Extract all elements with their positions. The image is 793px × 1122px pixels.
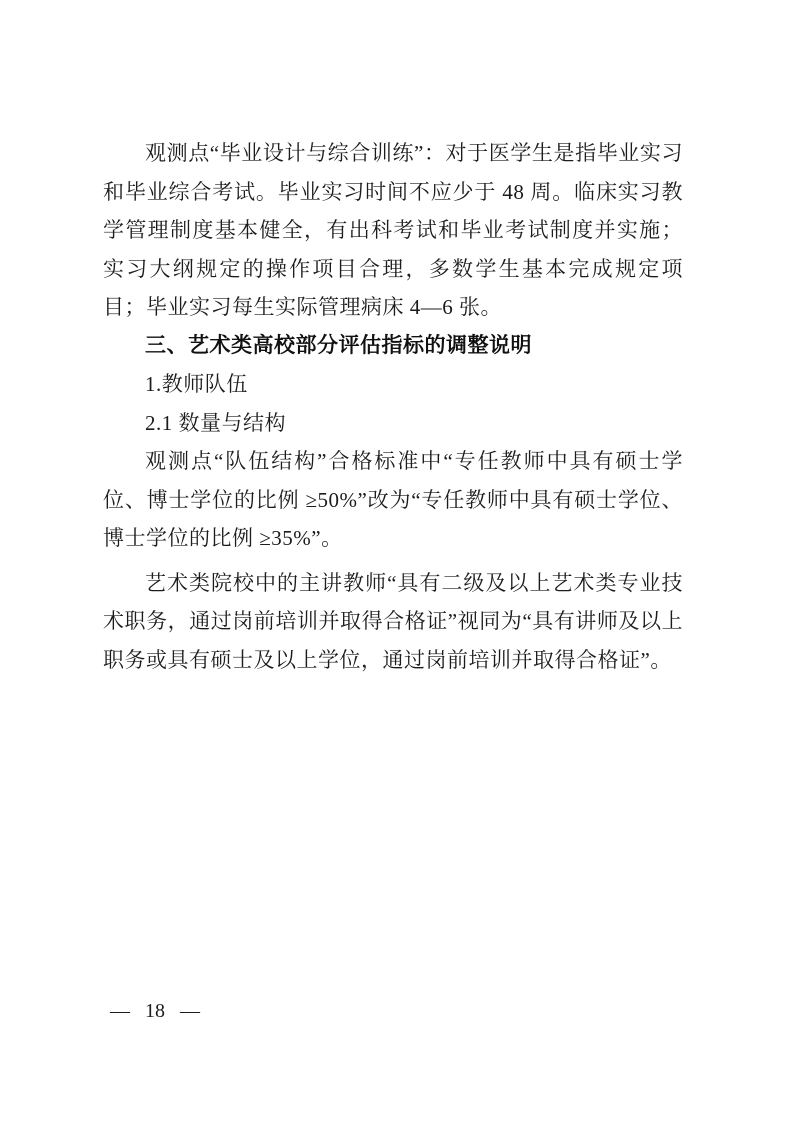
footer-page-number: — 18 — [110, 1000, 200, 1022]
paragraph-graduation-practice: 观测点“毕业设计与综合训练”：对于医学生是指毕业实习和毕业综合考试。毕业实习时间不应少于 48 周。临床实习教学管理制度基本健全，有出科考试和毕业考试制度并实施；实习大纲规定的操作项目合理，多数学生基本完成规定项目；毕业实习每生实际管理病床 4—6 张。 [103, 141, 683, 319]
list-item-teacher-team: 1.教师队伍 [145, 372, 248, 396]
document-body [103, 134, 683, 679]
list-item-quantity-structure: 2.1 数量与结构 [145, 410, 286, 435]
section-heading-art-colleges: 三、艺术类高校部分评估指标的调整说明 [145, 333, 532, 357]
paragraph-art-lecturer: 艺术类院校中的主讲教师“具有二级及以上艺术类专业技术职务，通过岗前培训并取得合格证”视同为“具有讲师及以上职务或具有硕士及以上学位，通过岗前培训并取得合格证”。 [103, 570, 683, 672]
paragraph-team-structure: 观测点“队伍结构”合格标准中“专任教师中具有硕士学位、博士学位的比例 ≥50%”改为“专任教师中具有硕士学位、博士学位的比例 ≥35%”。 [103, 449, 683, 550]
